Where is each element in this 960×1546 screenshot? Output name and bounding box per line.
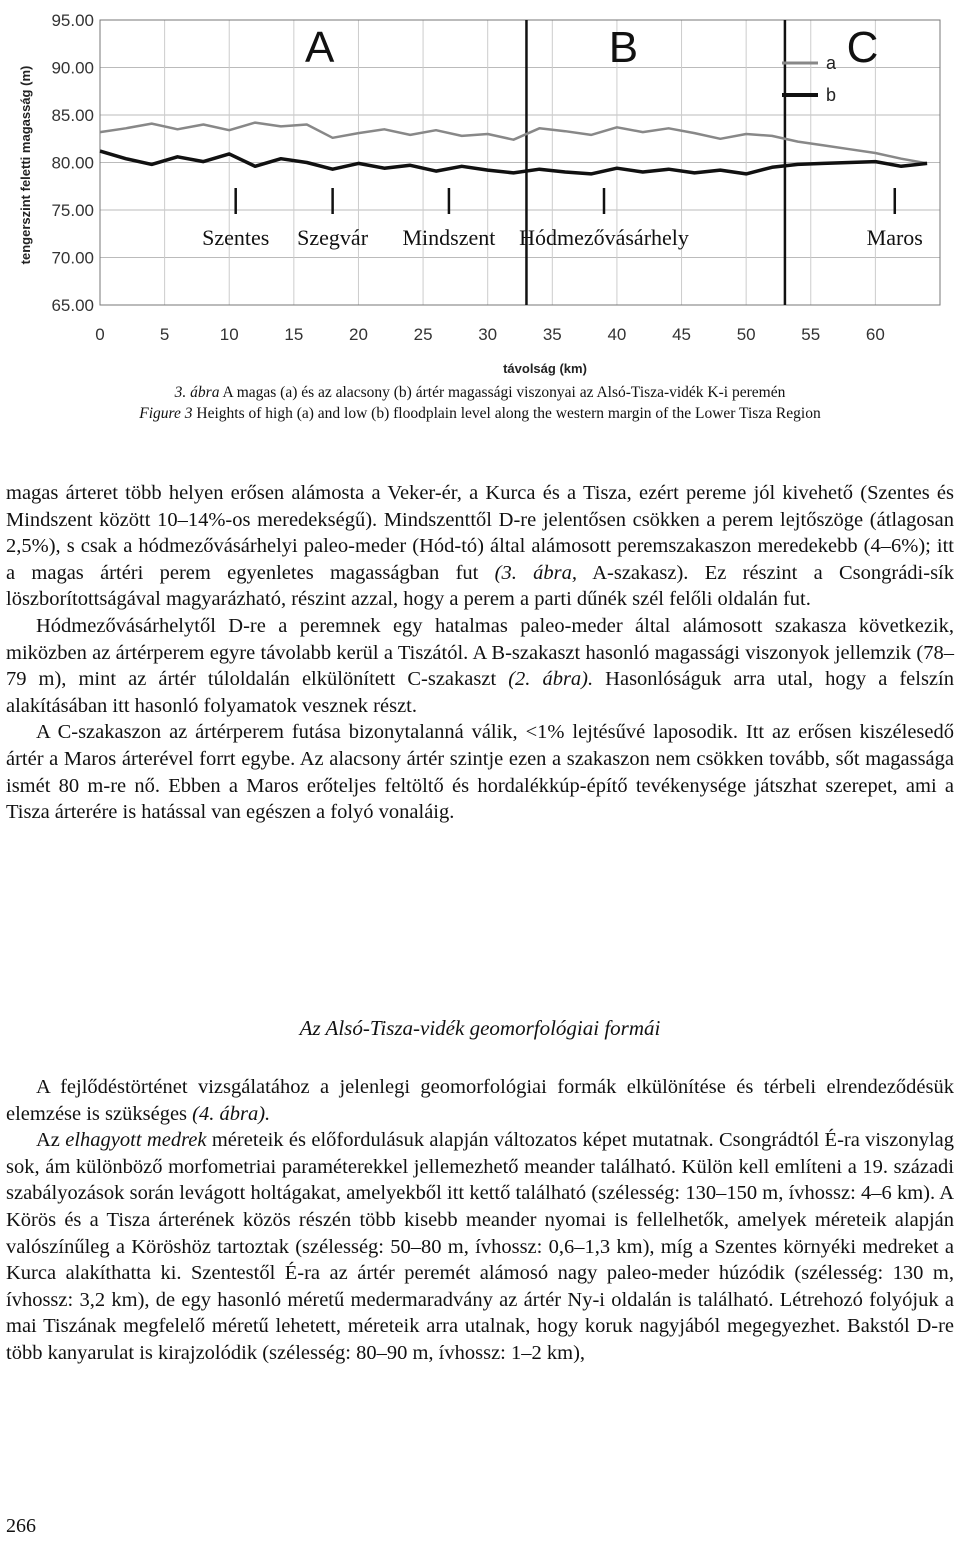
y-tick-label: 95.00: [51, 11, 94, 30]
x-tick-label: 0: [95, 325, 105, 344]
chart-place-markers: [202, 188, 923, 250]
paragraph-1-part-b: A-szakasz). Ez részint a Csongrádi-sík löszborítottságával magyarázható, részint azzal, hogy a perem a parti dűnék szél felőli oldalán fut.: [6, 561, 954, 611]
chart-series: [100, 123, 927, 174]
x-tick-label: 10: [219, 325, 239, 344]
figure-caption-english: [0, 404, 960, 424]
x-tick-label: 40: [607, 325, 627, 344]
paragraph-4: [6, 1074, 954, 1127]
section-heading: Az Alsó-Tisza-vidék geomorfológiai formái: [299, 1016, 661, 1040]
paragraph-3: A C-szakaszon az ártérperem futása bizonytalanná válik, <1% lejtésűvé laposodik. Itt az erősen kiszélesedő ártér a Maros árterével forrt egybe. Az alacsony ártér szintje ezen a szakaszon nem csökken tovább, sőt magassága ismét 80 m-re nő. Ebben a Maros erőteljes feltöltő és hordalékkúp-építő tevékenysége játszhat szerepet, ami a Tisza árterére is hatással van egészen a folyó vonaláig.: [6, 721, 954, 824]
x-tick-label: 15: [284, 325, 304, 344]
y-tick-label: 70.00: [51, 248, 94, 268]
body-text-section-2: [6, 1074, 954, 1367]
paragraph-2-part-a: Hódmezővásárhelytől D-re a peremnek egy hatalmas paleo-meder által alámosott szakasza következik, miközben az ártérperem egyre távolabb kerül a Tiszától. A B-szakaszt hasonló magassági viszonyok jellemzik (78–79 m), mint az ártér túloldalán elkülönített C-szakaszt: [6, 614, 954, 691]
emphasized-term: elhagyott medrek: [65, 1129, 207, 1152]
y-tick-label: 75.00: [51, 201, 94, 220]
section-label: C: [846, 23, 879, 72]
figure-3-chart: [0, 0, 960, 380]
figure-caption-text-en: Heights of high (a) and low (b) floodplain level along the western margin of the Lower Tisza Region: [192, 405, 821, 422]
paragraph-2-part-b: Hasonlóságuk arra utal, hogy a felszín alakításában itt hasonló folyamatok vesznek részt.: [6, 668, 954, 717]
figure-caption-text-hu: A magas (a) és az alacsony (b) ártér magassági viszonyai az Alsó-Tisza-vidék K-i peremén: [219, 384, 786, 401]
x-tick-label: 45: [672, 325, 691, 344]
x-tick-label: 5: [159, 325, 170, 344]
figure-caption-label-en: Figure 3: [139, 405, 193, 422]
paragraph-1-part-a: magas árteret több helyen erősen alámosta a Veker-ér, a Kurca és a Tisza, ezért pereme jól kivehető (Szentes és Mindszent között 10–14%-os meredekségű). Mindszenttől D-re jelentősen csökken a perem lejtőszöge (átlagosan 2,5%), s csak a hódmezővásárhelyi paleo-meder (Hód-tó) által alámosott peremszakaszon meredekebb (4–6%); itt a magas ártéri perem egyenletes magasságban fut: [6, 482, 954, 584]
place-marker-label: Szegvár: [297, 225, 369, 250]
x-axis-label: távolság (km): [503, 361, 587, 376]
x-tick-label: 50: [736, 325, 756, 344]
paragraph-2: [6, 613, 954, 719]
section-label: B: [608, 23, 639, 72]
y-tick-label: 85.00: [51, 106, 94, 125]
legend-label-a: a: [826, 53, 837, 73]
y-axis-label: tengerszint feletti magasság (m): [18, 65, 33, 265]
place-marker-label: Maros: [866, 225, 923, 250]
y-tick-label: 90.00: [51, 58, 94, 78]
paragraph-5-part-b: méreteik és előfordulásuk alapján változatos képet mutatnak. Csongrádtól É-ra viszonylag sok, ám különböző morfometriai paraméterekkel jellemezhető meander található. Külön kell említeni a 19. századi szabályozások során levágott holtágakat, amelyekből itt kettő található (szélesség: 130–150 m, ívhossz: 4–6 km). A Körös és a Tisza árterének közös részén több kisebb meander nyomai is fellelhetők, amelyek méreteik alapján valószínűleg a Köröshöz tartoztak (szélesség: 50–80 m, ívhossz: 0,6–1,3 km), míg a Szentes környéki medreket a Kurca alakíthatta ki. Szentestől É-ra az ártér peremét alámosó nagy paleo-meder húzódik (szélesség: 130 m, ívhossz: 3,2 km), de egy hasonló méretű medermaradvány az ártér Ny-i oldalán is található. Létrehozó folyójuk a mai Tiszának megfelelő méretű lehetett, méreteik arra utalnak, hogy koruk nagyjából megegyezhet. Bakstól D-re több kanyarulat is kirajzolódik (szélesség: 80–90 m, ívhossz: 1–2 km),: [6, 1129, 954, 1364]
place-marker-label: Hódmezővásárhely: [519, 225, 689, 250]
page-number: 266: [6, 1515, 36, 1537]
body-text-section-1: [6, 480, 954, 826]
chart-legend: [782, 53, 837, 105]
y-tick-label: 80.00: [51, 153, 94, 173]
paragraph-1: [6, 480, 954, 613]
x-tick-label: 35: [542, 325, 562, 344]
x-tick-label: 55: [801, 325, 821, 344]
series-line-a: [100, 123, 927, 164]
figure-reference: (4. ábra).: [192, 1102, 271, 1125]
x-tick-label: 20: [349, 325, 368, 344]
paragraph-5-part-a: Az: [36, 1129, 66, 1152]
section-label: A: [305, 23, 335, 72]
paragraph-4-part-a: A fejlődéstörténet vizsgálatához a jelenlegi geomorfológiai formák elkülönítése és térbeli elrendeződésük elemzése is szükséges: [6, 1076, 954, 1125]
figure-reference: (2. ábra).: [508, 668, 594, 691]
legend-label-b: b: [826, 85, 837, 105]
x-tick-label: 30: [478, 325, 498, 344]
paragraph-5: [6, 1127, 954, 1366]
chart-axes: [51, 11, 940, 344]
figure-reference: (3. ábra,: [494, 561, 578, 584]
y-tick-label: 65.00: [51, 296, 94, 315]
x-tick-label: 25: [413, 325, 433, 344]
figure-caption-hungarian: [0, 383, 960, 403]
place-marker-label: Mindszent: [402, 225, 496, 250]
place-marker-label: Szentes: [202, 225, 270, 250]
figure-caption-label-hu: 3. ábra: [174, 384, 220, 401]
x-tick-label: 60: [865, 325, 885, 344]
elevation-line-chart: [0, 0, 960, 380]
